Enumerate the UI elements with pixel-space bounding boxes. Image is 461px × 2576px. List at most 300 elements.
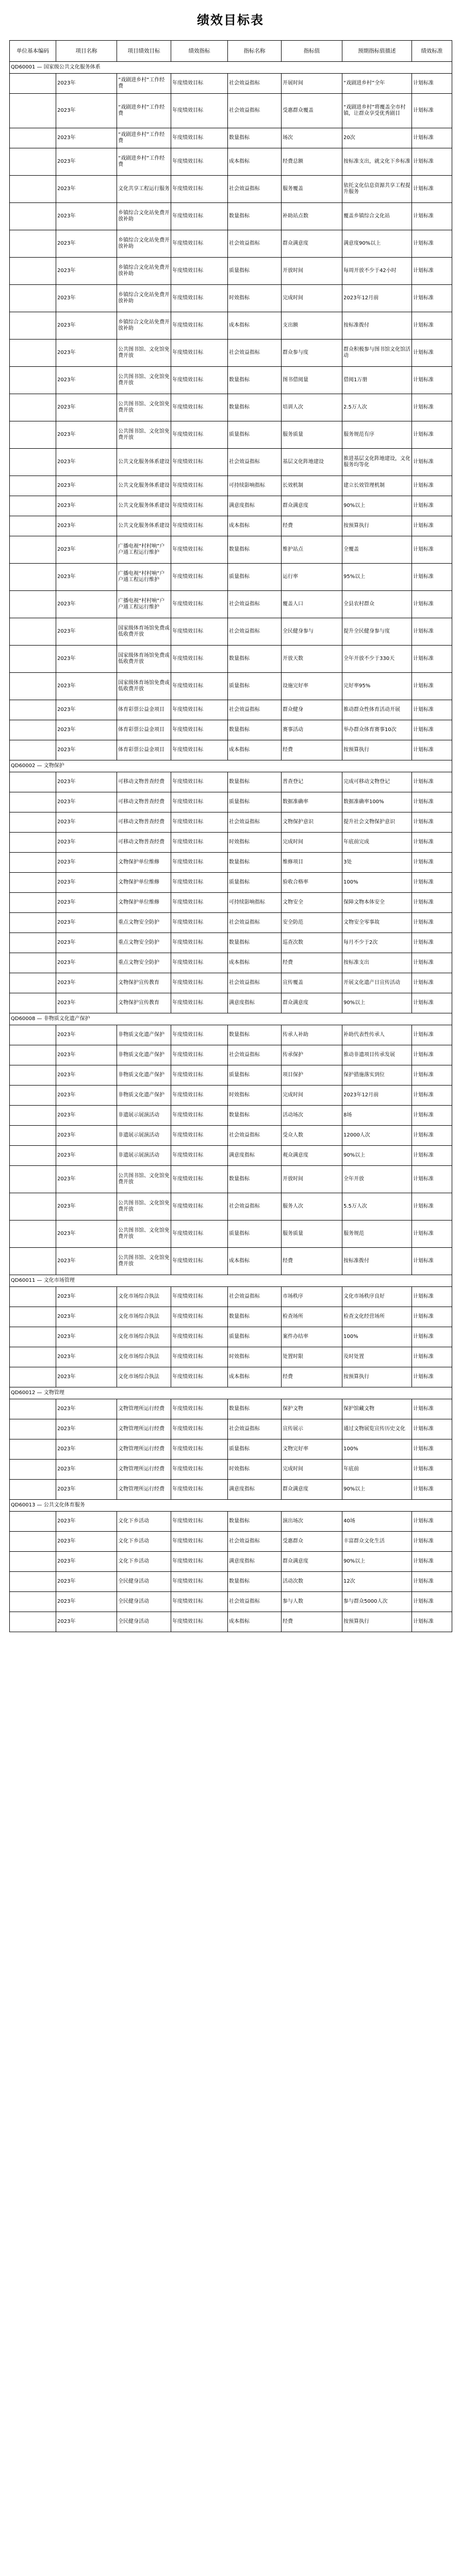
table-cell: 通过文物展览宣传历史文化 <box>342 1419 412 1439</box>
table-cell: 计划标准 <box>412 128 452 148</box>
table-cell-blank <box>10 285 56 312</box>
table-cell: 公共图书馆、文化馆免费开放 <box>117 1193 171 1221</box>
table-row <box>10 591 452 618</box>
table-cell: 2023年 <box>56 128 117 148</box>
table-cell: 活动场次 <box>282 1106 342 1126</box>
table-row <box>10 1480 452 1500</box>
group-label: QD60001 — 国家级公共文化服务体系 <box>10 62 452 74</box>
table-cell: 基层文化阵地建设 <box>282 449 342 476</box>
table-cell: 8场 <box>342 1106 412 1126</box>
table-cell: 完好率95% <box>342 673 412 700</box>
table-cell: 依托文化信息资源共享工程提升服务 <box>342 176 412 203</box>
table-cell: 2023年12月前 <box>342 285 412 312</box>
table-cell: 2023年 <box>56 394 117 421</box>
table-cell: 满意度指标 <box>228 1146 282 1166</box>
table-cell: 数量指标 <box>228 1572 282 1592</box>
table-cell-blank <box>10 973 56 993</box>
table-cell: 年度绩效目标 <box>171 94 228 128</box>
table-cell: 服务规范有序 <box>342 421 412 449</box>
table-row <box>10 394 452 421</box>
table-cell: 按标准支出 <box>342 953 412 973</box>
table-row <box>10 873 452 893</box>
table-cell: 文化下乡活动 <box>117 1552 171 1572</box>
table-cell: 数量指标 <box>228 394 282 421</box>
table-cell: 2023年 <box>56 1193 117 1221</box>
table-cell: 经费 <box>282 1248 342 1275</box>
table-cell: 100% <box>342 873 412 893</box>
table-cell: 计划标准 <box>412 230 452 258</box>
table-cell: 社会效益指标 <box>228 973 282 993</box>
table-cell: 2023年 <box>56 1065 117 1086</box>
table-cell-blank <box>10 1221 56 1248</box>
table-cell: 年度绩效目标 <box>171 853 228 873</box>
table-row <box>10 933 452 953</box>
header-row <box>10 41 452 62</box>
table-cell: 2023年 <box>56 853 117 873</box>
table-cell: 2023年 <box>56 74 117 94</box>
table-cell: 计划标准 <box>412 1106 452 1126</box>
table-cell: 维修项目 <box>282 853 342 873</box>
table-cell-blank <box>10 993 56 1013</box>
table-cell: 2023年 <box>56 1166 117 1193</box>
table-cell: 文物安全 <box>282 893 342 913</box>
table-cell: 计划标准 <box>412 421 452 449</box>
table-cell: 群众健身 <box>282 700 342 720</box>
table-cell: 计划标准 <box>412 772 452 792</box>
table-cell: 年度绩效目标 <box>171 1307 228 1327</box>
table-cell: 年度绩效目标 <box>171 394 228 421</box>
table-cell: 计划标准 <box>412 1439 452 1460</box>
table-cell: 90%以上 <box>342 1146 412 1166</box>
table-cell-blank <box>10 1248 56 1275</box>
table-row <box>10 1572 452 1592</box>
table-row <box>10 1126 452 1146</box>
header-cell: 项目绩效目标 <box>117 41 171 62</box>
table-cell: 计划标准 <box>412 1367 452 1387</box>
table-cell: 开展时间 <box>282 74 342 94</box>
table-cell-blank <box>10 1460 56 1480</box>
table-cell: 社会效益指标 <box>228 1045 282 1065</box>
table-cell: 经费 <box>282 953 342 973</box>
table-cell: 年度绩效目标 <box>171 176 228 203</box>
table-cell: 2023年 <box>56 564 117 591</box>
table-cell-blank <box>10 833 56 853</box>
table-cell: 传承人补助 <box>282 1025 342 1045</box>
table-cell: 年度绩效目标 <box>171 772 228 792</box>
table-cell: 补助站点数 <box>282 203 342 230</box>
table-cell-blank <box>10 1532 56 1552</box>
table-cell: 非遗展示展演活动 <box>117 1106 171 1126</box>
table-cell: 公共图书馆、文化馆免费开放 <box>117 421 171 449</box>
table-cell: 群众满意度 <box>282 230 342 258</box>
table-cell: 图书借阅量 <box>282 367 342 394</box>
table-cell: 场次 <box>282 128 342 148</box>
table-cell: 补助代表性传承人 <box>342 1025 412 1045</box>
table-cell: 年度绩效目标 <box>171 1347 228 1367</box>
table-cell: 质量指标 <box>228 792 282 812</box>
table-cell: 计划标准 <box>412 1399 452 1419</box>
table-cell: 全民健身活动 <box>117 1572 171 1592</box>
table-cell: 文化市场综合执法 <box>117 1367 171 1387</box>
table-cell: 计划标准 <box>412 1327 452 1347</box>
table-cell: 90%以上 <box>342 1480 412 1500</box>
table-cell: 2023年 <box>56 646 117 673</box>
table-cell-blank <box>10 1612 56 1632</box>
table-cell: 传承保护 <box>282 1045 342 1065</box>
table-cell: 文物保护宣传教育 <box>117 973 171 993</box>
table-cell: 文物保护单位维修 <box>117 853 171 873</box>
table-cell: 保障文物本体安全 <box>342 893 412 913</box>
table-cell: 社会效益指标 <box>228 176 282 203</box>
table-cell-blank <box>10 673 56 700</box>
table-cell: 社会效益指标 <box>228 94 282 128</box>
table-cell: 开放时间 <box>282 1166 342 1193</box>
table-cell: 体育彩票公益金项目 <box>117 720 171 740</box>
table-cell: 年度绩效目标 <box>171 496 228 516</box>
table-cell: 2023年 <box>56 285 117 312</box>
table-row <box>10 496 452 516</box>
table-cell: 2023年 <box>56 230 117 258</box>
table-cell: “戏剧进乡村”工作经费 <box>117 128 171 148</box>
table-cell: 计划标准 <box>412 1307 452 1327</box>
table-cell: 质量指标 <box>228 1065 282 1086</box>
table-row <box>10 1193 452 1221</box>
table-cell: 计划标准 <box>412 1025 452 1045</box>
table-cell: 完成时间 <box>282 1460 342 1480</box>
table-cell: 普查登记 <box>282 772 342 792</box>
table-row <box>10 953 452 973</box>
table-cell: 服务质量 <box>282 421 342 449</box>
table-cell: 2023年 <box>56 812 117 833</box>
table-cell: 建立长效管理机制 <box>342 476 412 496</box>
table-cell: 丰富群众文化生活 <box>342 1532 412 1552</box>
table-cell: 群众满意度 <box>282 1480 342 1500</box>
table-cell: 2023年 <box>56 1612 117 1632</box>
table-cell: 计划标准 <box>412 1146 452 1166</box>
table-cell: 文化下乡活动 <box>117 1512 171 1532</box>
table-cell: 项目保护 <box>282 1065 342 1086</box>
table-cell: “戏剧进乡村”工作经费 <box>117 148 171 176</box>
table-cell: 12000人次 <box>342 1126 412 1146</box>
table-cell: 经费 <box>282 1612 342 1632</box>
table-cell: 年度绩效目标 <box>171 367 228 394</box>
table-row <box>10 1106 452 1126</box>
table-cell-blank <box>10 772 56 792</box>
table-cell: 计划标准 <box>412 1045 452 1065</box>
table-cell: 文物管理所运行经费 <box>117 1460 171 1480</box>
table-row <box>10 203 452 230</box>
table-cell-blank <box>10 203 56 230</box>
table-cell: 社会效益指标 <box>228 1287 282 1307</box>
table-row <box>10 1439 452 1460</box>
table-cell: 年度绩效目标 <box>171 1106 228 1126</box>
table-cell: 年度绩效目标 <box>171 1552 228 1572</box>
table-row <box>10 449 452 476</box>
table-cell: 年度绩效目标 <box>171 1045 228 1065</box>
table-cell: 文化共享工程运行服务 <box>117 176 171 203</box>
table-cell: 借阅1万册 <box>342 367 412 394</box>
table-cell: 90%以上 <box>342 993 412 1013</box>
table-cell: 2023年 <box>56 312 117 340</box>
table-cell: 年度绩效目标 <box>171 564 228 591</box>
table-cell: 社会效益指标 <box>228 913 282 933</box>
table-row <box>10 1307 452 1327</box>
group-row <box>10 1500 452 1512</box>
table-cell-blank <box>10 1307 56 1327</box>
table-cell: 年度绩效目标 <box>171 1612 228 1632</box>
table-cell-blank <box>10 953 56 973</box>
table-cell: 培训人次 <box>282 394 342 421</box>
table-cell: 2023年 <box>56 1086 117 1106</box>
table-cell: 公共图书馆、文化馆免费开放 <box>117 394 171 421</box>
table-cell: 2023年 <box>56 1572 117 1592</box>
table-cell: 运行率 <box>282 564 342 591</box>
table-cell: 每月不少于2次 <box>342 933 412 953</box>
header-cell: 绩效指标 <box>171 41 228 62</box>
table-row <box>10 94 452 128</box>
table-cell: 计划标准 <box>412 913 452 933</box>
header-cell: 指标名称 <box>228 41 282 62</box>
table-cell: 公共文化服务体系建设 <box>117 449 171 476</box>
table-cell: 年度绩效目标 <box>171 1512 228 1532</box>
table-cell: 文物管理所运行经费 <box>117 1419 171 1439</box>
table-cell: 2023年 <box>56 1512 117 1532</box>
table-cell-blank <box>10 646 56 673</box>
table-cell-blank <box>10 367 56 394</box>
table-cell: 公共文化服务体系建设 <box>117 516 171 536</box>
table-row <box>10 913 452 933</box>
table-cell: 文化市场综合执法 <box>117 1327 171 1347</box>
group-row <box>10 62 452 74</box>
table-cell: 计划标准 <box>412 1166 452 1193</box>
table-cell: 宣传展示 <box>282 1419 342 1439</box>
table-cell-blank <box>10 1512 56 1532</box>
table-cell: 公共图书馆、文化馆免费开放 <box>117 1248 171 1275</box>
table-cell: 全民健身活动 <box>117 1592 171 1612</box>
table-row <box>10 340 452 367</box>
table-cell: 年度绩效目标 <box>171 1327 228 1347</box>
table-cell: 2023年 <box>56 913 117 933</box>
table-cell: 文物管理所运行经费 <box>117 1480 171 1500</box>
group-row <box>10 1013 452 1025</box>
table-cell: 推动非遗项目传承发展 <box>342 1045 412 1065</box>
table-row <box>10 285 452 312</box>
table-cell: 社会效益指标 <box>228 1126 282 1146</box>
table-cell: 支出额 <box>282 312 342 340</box>
header-cell: 指标值 <box>282 41 342 62</box>
table-cell: 年度绩效目标 <box>171 516 228 536</box>
table-cell: 2023年 <box>56 421 117 449</box>
table-cell: 年度绩效目标 <box>171 591 228 618</box>
table-cell: 乡镇综合文化站免费开放补助 <box>117 203 171 230</box>
table-cell: 年度绩效目标 <box>171 993 228 1013</box>
table-cell-blank <box>10 1419 56 1439</box>
table-cell: 社会效益指标 <box>228 1592 282 1612</box>
table-cell: 年度绩效目标 <box>171 933 228 953</box>
table-cell: 2023年 <box>56 148 117 176</box>
table-cell: 年度绩效目标 <box>171 148 228 176</box>
header-cell: 绩效标准 <box>412 41 452 62</box>
table-cell: 公共文化服务体系建设 <box>117 476 171 496</box>
table-cell: 年度绩效目标 <box>171 1086 228 1106</box>
table-cell: 群众参与度 <box>282 340 342 367</box>
table-cell: 数量指标 <box>228 1025 282 1045</box>
table-cell: 2023年 <box>56 1307 117 1327</box>
table-cell: 成本指标 <box>228 1367 282 1387</box>
table-row <box>10 367 452 394</box>
table-cell: 长效机制 <box>282 476 342 496</box>
table-cell: 数量指标 <box>228 720 282 740</box>
table-cell: 年度绩效目标 <box>171 128 228 148</box>
table-cell: 年度绩效目标 <box>171 312 228 340</box>
table-row <box>10 1460 452 1480</box>
table-cell: 数量指标 <box>228 933 282 953</box>
table-cell: 保护措施落实到位 <box>342 1065 412 1086</box>
table-cell: 时效指标 <box>228 1460 282 1480</box>
table-cell: 数量指标 <box>228 1307 282 1327</box>
table-cell: 计划标准 <box>412 646 452 673</box>
table-cell: 2023年 <box>56 1287 117 1307</box>
table-cell: 年度绩效目标 <box>171 893 228 913</box>
table-cell: 文化下乡活动 <box>117 1532 171 1552</box>
table-row <box>10 1248 452 1275</box>
table-cell: 年度绩效目标 <box>171 740 228 760</box>
table-cell: 赛事活动 <box>282 720 342 740</box>
table-cell: 非物质文化遗产保护 <box>117 1025 171 1045</box>
group-row <box>10 1387 452 1399</box>
table-cell-blank <box>10 94 56 128</box>
table-cell-blank <box>10 476 56 496</box>
table-cell: 3处 <box>342 853 412 873</box>
table-cell: 体育彩票公益金项目 <box>117 740 171 760</box>
table-cell: 完成时间 <box>282 833 342 853</box>
table-cell: 活动次数 <box>282 1572 342 1592</box>
table-cell-blank <box>10 1480 56 1500</box>
table-row <box>10 618 452 646</box>
header-cell: 预期指标值描述 <box>342 41 412 62</box>
table-body <box>10 62 452 1632</box>
table-cell-blank <box>10 1065 56 1086</box>
table-cell-blank <box>10 1045 56 1065</box>
table-cell: 乡镇综合文化站免费开放补助 <box>117 230 171 258</box>
table-cell: 社会效益指标 <box>228 618 282 646</box>
table-cell: 数量指标 <box>228 1512 282 1532</box>
table-cell: 年度绩效目标 <box>171 449 228 476</box>
table-cell: 2023年 <box>56 720 117 740</box>
table-cell: 非物质文化遗产保护 <box>117 1045 171 1065</box>
table-cell: 2023年 <box>56 740 117 760</box>
table-cell: 举办群众体育赛事10次 <box>342 720 412 740</box>
table-cell-blank <box>10 893 56 913</box>
table-cell: 年度绩效目标 <box>171 1146 228 1166</box>
table-cell: 年度绩效目标 <box>171 673 228 700</box>
table-cell: 2023年 <box>56 367 117 394</box>
table-cell: 覆盖人口 <box>282 591 342 618</box>
table-cell: 计划标准 <box>412 496 452 516</box>
table-cell: 全民健身活动 <box>117 1612 171 1632</box>
table-cell: 广播电视“村村响”户户通工程运行维护 <box>117 591 171 618</box>
table-cell: 年度绩效目标 <box>171 1480 228 1500</box>
table-cell: 年度绩效目标 <box>171 1221 228 1248</box>
table-cell: 年度绩效目标 <box>171 1166 228 1193</box>
table-cell: 质量指标 <box>228 421 282 449</box>
table-cell: 2023年 <box>56 1367 117 1387</box>
table-cell: 2023年 <box>56 873 117 893</box>
table-cell: 按预算执行 <box>342 1612 412 1632</box>
table-cell: 12次 <box>342 1572 412 1592</box>
table-cell: 计划标准 <box>412 1460 452 1480</box>
table-cell: 数量指标 <box>228 536 282 564</box>
table-cell: 按预算执行 <box>342 1367 412 1387</box>
table-cell: 质量指标 <box>228 1221 282 1248</box>
table-cell-blank <box>10 1399 56 1419</box>
table-cell: 2023年 <box>56 496 117 516</box>
table-cell: 文物完好率 <box>282 1439 342 1460</box>
table-cell-blank <box>10 1552 56 1572</box>
table-cell: 计划标准 <box>412 516 452 536</box>
table-cell: 乡镇综合文化站免费开放补助 <box>117 312 171 340</box>
table-cell: 年度绩效目标 <box>171 913 228 933</box>
table-cell-blank <box>10 591 56 618</box>
table-row <box>10 1612 452 1632</box>
table-cell: 2023年 <box>56 993 117 1013</box>
table-cell: 完成可移动文物登记 <box>342 772 412 792</box>
table-cell: 计划标准 <box>412 973 452 993</box>
table-cell-blank <box>10 421 56 449</box>
table-cell: 经费 <box>282 516 342 536</box>
table-cell: 提升社会文物保护意识 <box>342 812 412 833</box>
table-cell: 2023年 <box>56 700 117 720</box>
table-row <box>10 1399 452 1419</box>
table-cell: 计划标准 <box>412 1086 452 1106</box>
table-cell: 成本指标 <box>228 740 282 760</box>
table-cell: 年度绩效目标 <box>171 258 228 285</box>
table-cell: 群众满意度 <box>282 1552 342 1572</box>
table-row <box>10 74 452 94</box>
table-cell: 满意度指标 <box>228 1480 282 1500</box>
table-cell: 计划标准 <box>412 993 452 1013</box>
group-label: QD60012 — 文物管理 <box>10 1387 452 1399</box>
table-cell: 年度绩效目标 <box>171 1572 228 1592</box>
table-cell: 检查文化经营场所 <box>342 1307 412 1327</box>
table-cell: 质量指标 <box>228 1327 282 1347</box>
table-cell: 年度绩效目标 <box>171 340 228 367</box>
table-row <box>10 853 452 873</box>
table-cell: 成本指标 <box>228 1248 282 1275</box>
table-cell: 文物保护单位维修 <box>117 893 171 913</box>
table-cell: 计划标准 <box>412 1612 452 1632</box>
table-cell: 文物管理所运行经费 <box>117 1439 171 1460</box>
table-cell: 年度绩效目标 <box>171 700 228 720</box>
table-cell: 检查场所 <box>282 1307 342 1327</box>
table-cell: 计划标准 <box>412 953 452 973</box>
table-cell: 2023年 <box>56 953 117 973</box>
table-cell: 受惠群众覆盖 <box>282 94 342 128</box>
table-cell: 数量指标 <box>228 1106 282 1126</box>
table-cell: 年底前完成 <box>342 833 412 853</box>
table-row <box>10 1327 452 1347</box>
table-cell: 公共图书馆、文化馆免费开放 <box>117 367 171 394</box>
table-cell: 演出场次 <box>282 1512 342 1532</box>
table-cell: 2023年 <box>56 1126 117 1146</box>
table-cell: 2023年 <box>56 1221 117 1248</box>
table-cell: 保护馆藏文物 <box>342 1399 412 1419</box>
table-cell: 2023年 <box>56 1592 117 1612</box>
table-cell: 计划标准 <box>412 720 452 740</box>
table-cell-blank <box>10 1327 56 1347</box>
table-cell: 全年开放不少于330天 <box>342 646 412 673</box>
header-cell: 单位基本编码 <box>10 41 56 62</box>
